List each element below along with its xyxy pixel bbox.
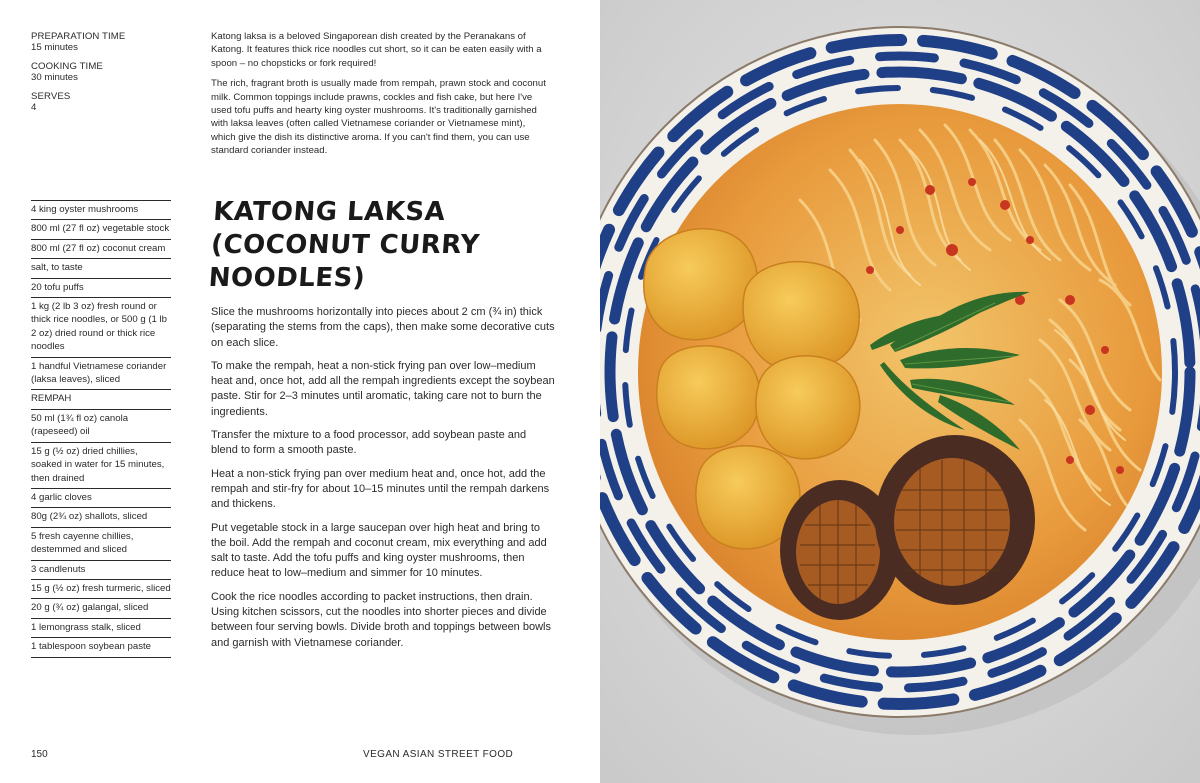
prep-time-label: PREPARATION TIME	[31, 31, 126, 42]
ingredient-item: 4 king oyster mushrooms	[31, 201, 171, 220]
ingredient-item: 50 ml (1¾ fl oz) canola (rapeseed) oil	[31, 410, 171, 443]
recipe-meta	[31, 31, 181, 121]
method-step: Cook the rice noodles according to packet instructions, then drain. Using kitchen scissors, cut the noodles into shorter pieces and divide between four serving bowls. Divide broth and toppings between bowls and garnish with Vietnamese coriander.	[211, 590, 551, 649]
cook-time-value: 30 minutes	[31, 72, 78, 83]
recipe-title	[208, 196, 575, 295]
ingredient-item: 4 garlic cloves	[31, 489, 171, 508]
ingredient-item: salt, to taste	[31, 259, 171, 278]
ingredient-item: 20 g (¾ oz) galangal, sliced	[31, 599, 171, 618]
method-steps	[211, 305, 556, 659]
serves-value: 4	[31, 102, 37, 113]
ingredient-item: 800 ml (27 fl oz) coconut cream	[31, 240, 171, 259]
laksa-bowl-illustration	[600, 0, 1200, 783]
method-step: Transfer the mixture to a food processor, add soybean paste and blend to form a smooth paste.	[211, 429, 527, 457]
ingredient-item: 800 ml (27 fl oz) vegetable stock	[31, 220, 171, 239]
ingredient-item: 1 handful Vietnamese coriander (laksa leaves), sliced	[31, 358, 171, 391]
method-step: Slice the mushrooms horizontally into pieces about 2 cm (¾ in) thick (separating the stems from the caps), then make some decorative cuts on each slice.	[211, 306, 555, 349]
running-head: VEGAN ASIAN STREET FOOD	[363, 749, 514, 760]
method-step: To make the rempah, heat a non-stick frying pan over low–medium heat and, once hot, add all the rempah ingredients except the soybean paste. Stir for 2–3 minutes until aromatic, taking care not to burn the ingredients.	[211, 359, 555, 418]
ingredient-item: 1 tablespoon soybean paste	[31, 638, 171, 657]
ingredient-item: 5 fresh cayenne chillies, destemmed and sliced	[31, 528, 171, 561]
ingredient-item: 20 tofu puffs	[31, 279, 171, 298]
ingredient-list	[31, 200, 171, 658]
recipe-title-line: KATONG LAKSA	[212, 197, 447, 227]
method-step: Heat a non-stick frying pan over medium heat and, once hot, add the rempah and stir-fry for about 10–15 minutes until the rempah darkens and thickens.	[211, 467, 550, 511]
intro-paragraph: Katong laksa is a beloved Singaporean dish created by the Peranakans of Katong. It features thick rice noodles cut short, so it can be eaten easily with a spoon – no chopsticks or fork required!	[211, 31, 542, 69]
intro-paragraph: The rich, fragrant broth is usually made from rempah, prawn stock and coconut milk. Common toppings include prawns, cockles and fish cake, but here I've used tofu puffs and hearty king oyster mushrooms. It's traditionally garnished with laksa leaves (often called Vietnamese coriander or Vietnamese mint), which give the dish its distinctive aroma. If you can't find them, you can use standard coriander instead.	[211, 78, 546, 157]
page-number: 150	[31, 749, 48, 760]
ingredient-item: 15 g (½ oz) dried chillies, soaked in water for 15 minutes, then drained	[31, 443, 171, 489]
ingredient-subheading: REMPAH	[31, 390, 171, 409]
ingredient-item: 1 kg (2 lb 3 oz) fresh round or thick rice noodles, or 500 g (1 lb 2 oz) dried round or thick rice noodles	[31, 298, 171, 358]
ingredient-item: 1 lemongrass stalk, sliced	[31, 619, 171, 638]
cook-time-label: COOKING TIME	[31, 61, 103, 72]
ingredient-item: 80g (2¾ oz) shallots, sliced	[31, 508, 171, 527]
food-photo	[600, 0, 1200, 783]
ingredient-item: 15 g (½ oz) fresh turmeric, sliced	[31, 580, 171, 599]
method-step: Put vegetable stock in a large saucepan over high heat and bring to the boil. Add the rempah and coconut cream, mix everything and add salt to taste. Add the tofu puffs and king oyster mushrooms, then reduce heat to low–medium and simmer for 10 minutes.	[211, 521, 547, 580]
serves-label: SERVES	[31, 91, 71, 102]
ingredient-item: 3 candlenuts	[31, 561, 171, 580]
prep-time-value: 15 minutes	[31, 42, 78, 53]
recipe-intro	[211, 30, 551, 165]
recipe-title-line: (COCONUT CURRY NOODLES)	[207, 230, 481, 293]
